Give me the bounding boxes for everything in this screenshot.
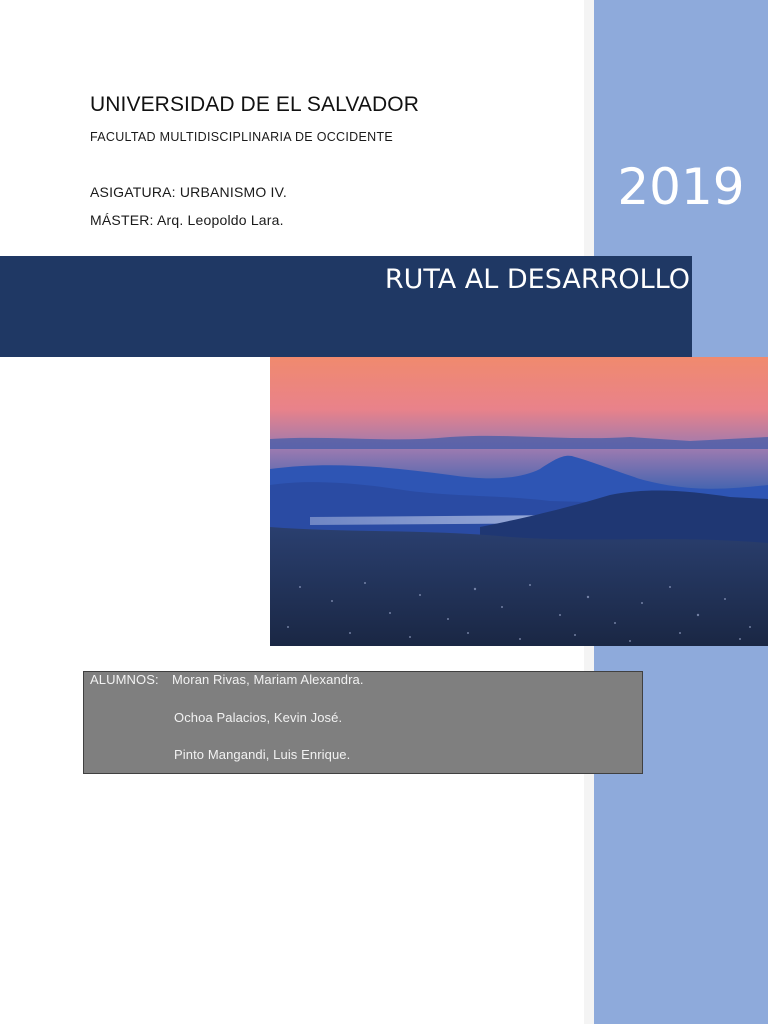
- faculty-name: FACULTAD MULTIDISCIPLINARIA DE OCCIDENTE: [90, 130, 394, 144]
- cover-photo: [270, 357, 768, 646]
- students-label: ALUMNOS:: [90, 672, 159, 687]
- title-band: [0, 256, 692, 357]
- master-line: MÁSTER: Arq. Leopoldo Lara.: [90, 212, 284, 228]
- document-title: RUTA AL DESARROLLO: [384, 264, 690, 295]
- student-name: Pinto Mangandi, Luis Enrique.: [174, 747, 351, 762]
- subject-line: ASIGATURA: URBANISMO IV.: [90, 184, 287, 200]
- students-box: [83, 671, 643, 774]
- student-name: Moran Rivas, Mariam Alexandra.: [172, 672, 364, 687]
- student-name: Ochoa Palacios, Kevin José.: [174, 710, 343, 725]
- university-name: UNIVERSIDAD DE EL SALVADOR: [90, 93, 419, 116]
- year-label: 2019: [617, 158, 745, 216]
